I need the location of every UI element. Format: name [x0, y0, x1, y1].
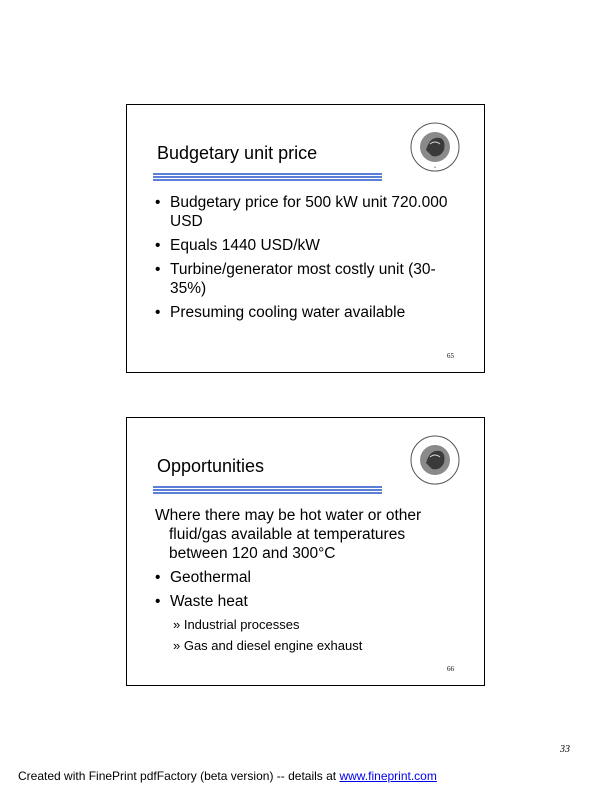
list-item: • Presuming cooling water available — [155, 303, 455, 322]
slide-66 — [126, 417, 485, 686]
slide-body — [155, 506, 455, 658]
slide-number: 66 — [447, 665, 454, 673]
slide-title: Opportunities — [157, 456, 265, 476]
university-seal-icon — [410, 435, 460, 485]
lead-paragraph: Where there may be hot water or other fluid/gas available at temperatures between 120 and 300°C — [155, 507, 422, 562]
title-underline — [153, 486, 382, 494]
list-item: • Turbine/generator most costly unit (30-35%) — [155, 260, 455, 298]
page-number: 33 — [560, 744, 570, 755]
list-item: • Budgetary price for 500 kW unit 720.000 USD — [155, 193, 455, 231]
list-item: • Waste heat — [155, 592, 455, 611]
university-seal-icon — [410, 122, 460, 172]
sub-list-item: » Gas and diesel engine exhaust — [173, 638, 363, 653]
fineprint-link[interactable]: www.fineprint.com — [339, 769, 437, 783]
svg-text:•: • — [434, 166, 436, 171]
slide-title: Budgetary unit price — [157, 143, 318, 163]
slide-number: 65 — [447, 352, 454, 360]
slide-body — [155, 193, 455, 327]
list-item: • Geothermal — [155, 568, 455, 587]
title-underline — [153, 173, 382, 181]
footer-text: Created with FinePrint pdfFactory (beta version) -- details at — [18, 769, 340, 783]
slide-65 — [126, 104, 485, 373]
footer — [18, 769, 437, 783]
bullet-list — [155, 568, 455, 654]
list-item: • Equals 1440 USD/kW — [155, 236, 455, 255]
sub-list-item: » Industrial processes — [173, 617, 300, 632]
bullet-list — [155, 193, 455, 322]
